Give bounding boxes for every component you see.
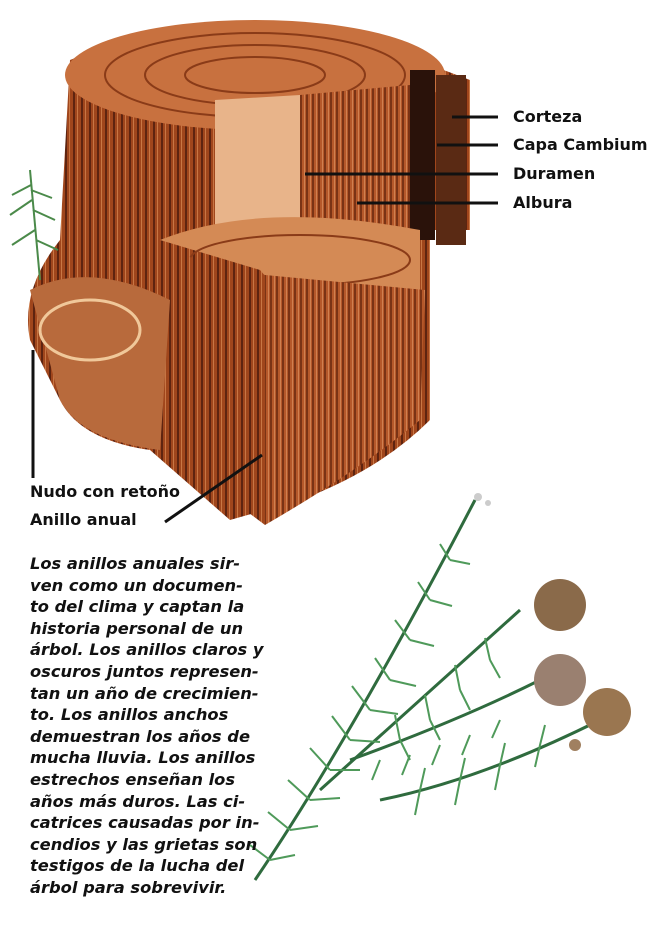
paragraph-line: to del clima y captan la [30,597,245,617]
paragraph-line: árbol para sobrevivir. [30,877,227,897]
cone-icon [583,688,631,736]
paragraph-line: estrechos enseñan los [30,769,236,789]
paragraph-line: historia personal de un [30,618,244,638]
stump [28,20,470,525]
paragraph-line: oscuros juntos represen- [30,661,259,681]
label-capa-cambium: Capa Cambium [513,135,648,154]
label-anillo-anual: Anillo anual [30,510,137,529]
paragraph-line: árbol. Los anillos claros y [30,640,264,660]
paragraph-line: cendios y las grietas son [30,834,258,854]
description-paragraph [30,553,270,899]
paragraph-line: años más duros. Las ci- [30,791,246,811]
paragraph-line: demuestran los años de [30,726,250,746]
paragraph-line: catrices causadas por in- [30,813,260,833]
paragraph-line: to. Los anillos anchos [30,705,229,725]
redwood-branch-illustration [250,493,631,880]
paragraph-line: mucha lluvia. Los anillos [30,748,256,768]
label-nudo-con-retono: Nudo con retoño [30,482,180,501]
paragraph-line: Los anillos anuales sir- [30,554,240,573]
cone-icon [534,654,586,706]
paragraph-line: tan un año de crecimien- [30,683,259,703]
label-albura: Albura [513,193,573,212]
cone-icon [534,579,586,631]
paragraph-line: testigos de la lucha del [30,856,245,876]
label-corteza: Corteza [513,107,583,126]
paragraph-line: ven como un documen- [30,575,243,595]
label-duramen: Duramen [513,164,596,183]
bark-layer [410,70,435,240]
